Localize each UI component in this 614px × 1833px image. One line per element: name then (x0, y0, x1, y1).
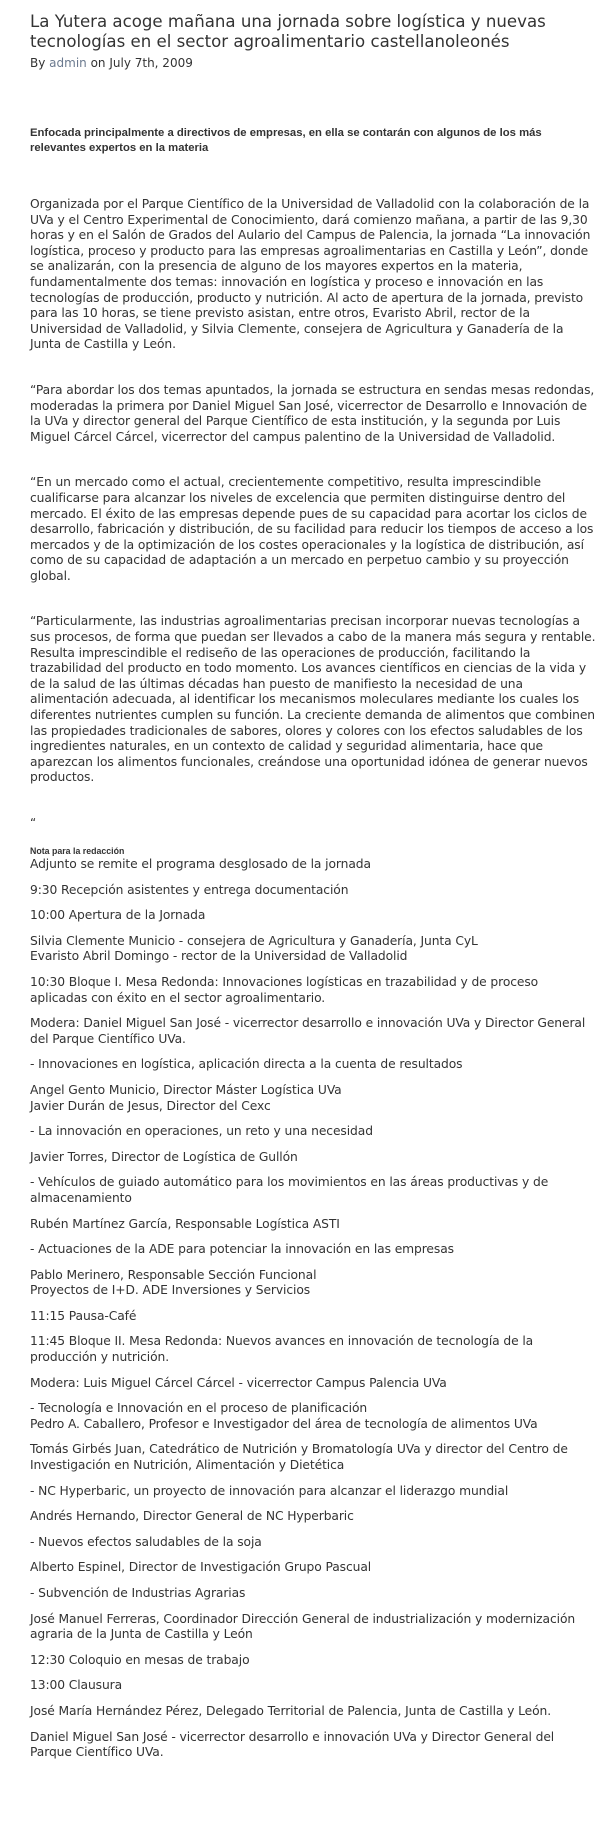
schedule-item: Angel Gento Municio, Director Máster Logística UVa Javier Durán de Jesus, Director del Cexc (30, 1082, 342, 1113)
schedule-item: Rubén Martínez García, Responsable Logística ASTI (30, 1216, 340, 1231)
author-link[interactable]: admin (49, 56, 87, 70)
schedule-item: 9:30 Recepción asistentes y entrega documentación (30, 882, 349, 897)
schedule-item: Pablo Merinero, Responsable Sección Funcional Proyectos de I+D. ADE Inversiones y Servicios (30, 1267, 317, 1298)
schedule-item: 11:45 Bloque II. Mesa Redonda: Nuevos avances en innovación de tecnología de la producción y nutrición. (30, 1334, 534, 1365)
schedule-item: - Nuevos efectos saludables de la soja (30, 1534, 262, 1549)
lead-paragraph: Enfocada principalmente a directivos de empresas, en ella se contarán con algunos de los más relevantes expertos en la materia (30, 127, 542, 154)
schedule-item: Silvia Clemente Municio - consejera de Agricultura y Ganadería, Junta CyL Evaristo Abril Domingo - rector de la Universidad de Valladolid (30, 933, 478, 964)
schedule-item: Tomás Girbés Juan, Catedrático de Nutrición y Bromatología UVa y director del Centro de Investigación en Nutrición, Alimentación y Dietética (30, 1442, 568, 1473)
schedule-item: Modera: Luis Miguel Cárcel Cárcel - vicerrector Campus Palencia UVa (30, 1375, 447, 1390)
schedule-item: - Actuaciones de la ADE para potenciar la innovación en las empresas (30, 1242, 454, 1257)
entry-content (30, 126, 596, 1761)
schedule-item: - Vehículos de guiado automático para los movimientos en las áreas productivas y de almacenamiento (30, 1175, 549, 1205)
schedule-item: - Tecnología e Innovación en el proceso de planificación Pedro A. Caballero, Profesor e Investigador del área de tecnología de alimentos UVa (30, 1401, 538, 1431)
schedule-item: José Manuel Ferreras, Coordinador Dirección General de industrialización y modernización agraria de la Junta de Castilla y León (30, 1611, 576, 1642)
schedule-item: Adjunto se remite el programa desglosado de la jornada (30, 857, 371, 871)
note-title: Nota para la redacción (30, 846, 125, 856)
quote-mark: “ (30, 816, 37, 830)
byline-date: on July 7th, 2009 (86, 56, 193, 70)
schedule-item: Javier Torres, Director de Logística de Gullón (30, 1149, 298, 1164)
schedule-item: 12:30 Coloquio en mesas de trabajo (30, 1652, 250, 1667)
schedule-item: José María Hernández Pérez, Delegado Territorial de Palencia, Junta de Castilla y León. (30, 1703, 552, 1718)
schedule-item: - NC Hyperbaric, un proyecto de innovación para alcanzar el liderazgo mundial (30, 1483, 509, 1498)
schedule-item: Modera: Daniel Miguel San José - vicerrector desarrollo e innovación UVa y Director General del Parque Científico UVa. (30, 1016, 586, 1046)
schedule-item: - Subvención de Industrias Agrarias (30, 1586, 246, 1600)
schedule-item: 11:15 Pausa-Café (30, 1308, 137, 1323)
schedule-item: - La innovación en operaciones, un reto y una necesidad (30, 1124, 373, 1139)
body-paragraph: Organizada por el Parque Científico de la Universidad de Valladolid con la colaboración de la UVa y el Centro Experimental de Conocimiento, dará comienzo mañana, a partir de las 9,30 horas y en el Salón de Grados del Aulario del Campus de Palencia, la jornada “La innovación logística, proceso y producto para las empresas agroalimentarias en Castilla y León”, donde se analizarán, con la presencia de alguno de los mayores expertos en la materia, fundamentalmente dos temas: innovación en logística y proceso e innovación en las tecnologías de producción, producto y nutrición. Al acto de apertura de la jornada, previsto para las 10 horas, se tiene previsto asistan, entre otros, Evaristo Abril, rector de la Universidad de Valladolid, y Silvia Clemente, consejera de Agricultura y Ganadería de la Junta de Castilla y León. (30, 197, 591, 352)
body-paragraph: “En un mercado como el actual, crecientemente competitivo, resulta imprescindible cualificarse para alcanzar los niveles de excelencia que permiten distinguirse dentro del mercado. El éxito de las empresas depende pues de su capacidad para acortar los ciclos de desarrollo, fabricación y distribución, de su facilidad para reducir los tiempos de acceso a los mercados y de la optimización de los costes operacionales y la logística de distribución, así como de su capacidad de adaptación a un mercado en perpetuo cambio y su proyección global. (30, 475, 594, 583)
schedule-item: - Innovaciones en logística, aplicación directa a la cuenta de resultados (30, 1057, 463, 1072)
post-title: La Yutera acoge mañana una jornada sobre logística y nuevas tecnologías en el sector agroalimentario castellanoleonés (30, 12, 546, 51)
body-paragraph: “Para abordar los dos temas apuntados, la jornada se estructura en sendas mesas redondas, moderadas la primera por Daniel Miguel San José, vicerrector de Desarrollo e Innovación de la UVa y director general del Parque Científico de esta institución, y la segunda por Luis Miguel Cárcel Cárcel, vicerrector del campus palentino de la Universidad de Valladolid. (30, 382, 595, 444)
body-paragraph: “Particularmente, las industrias agroalimentarias precisan incorporar nuevas tecnologías a sus procesos, de forma que puedan ser llevados a cabo de la manera más segura y rentable. Resulta imprescindible el rediseño de las operaciones de producción, facilitando la trazabilidad del producto en todo momento. Los avances científicos en ciencias de la vida y de la salud de las últimas décadas han puesto de manifiesto la necesidad de una alimentación adecuada, al identificar los mecanismos moleculares mediante los cuales los diferentes nutrientes cumplen su función. La creciente demanda de alimentos que combinen las propiedades tradicionales de sabores, olores y colores con los efectos saludables de los ingredientes naturales, en un contexto de calidad y seguridad alimentaria, hace que aparezcan los alimentos funcionales, creándose una oportunidad idónea de generar nuevos productos. (30, 614, 596, 785)
schedule-item: Alberto Espinel, Director de Investigación Grupo Pascual (30, 1560, 372, 1575)
schedule-item: 10:00 Apertura de la Jornada (30, 908, 206, 923)
schedule-item: 13:00 Clausura (30, 1678, 123, 1693)
byline-prefix: By (30, 56, 50, 70)
byline (30, 56, 596, 71)
schedule-item: 10:30 Bloque I. Mesa Redonda: Innovaciones logísticas en trazabilidad y de proceso aplicadas con éxito en el sector agroalimentario. (30, 974, 539, 1005)
schedule-item: Andrés Hernando, Director General de NC Hyperbaric (30, 1509, 354, 1524)
schedule-list (30, 857, 596, 1761)
schedule-item: Daniel Miguel San José - vicerrector desarrollo e innovación UVa y Director General del Parque Científico UVa. (30, 1729, 555, 1760)
